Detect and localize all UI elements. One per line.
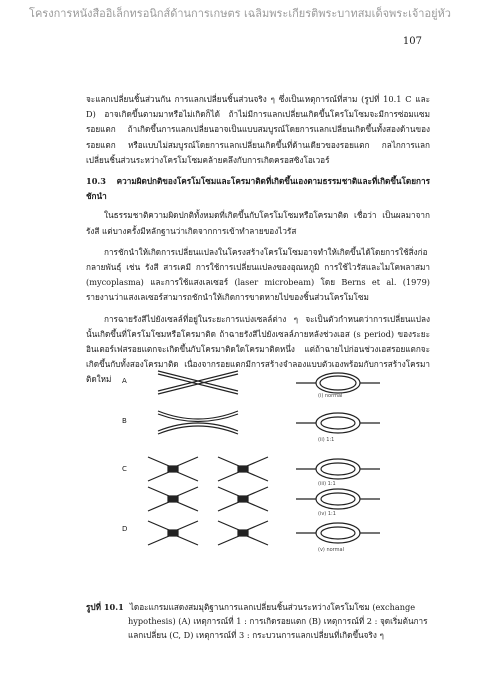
row-label-d: D — [122, 525, 128, 533]
paragraph-2: ในธรรมชาติความผิดปกติทั้งหมดที่เกิดขึ้นกับโครโมโซมหรือโครมาติด เชื่อว่า เป็นผลมาจากรังสี แต่บางครั้งมีหลักฐานว่าเกิดจากการเข้าทำลายของไวรัส — [86, 210, 430, 236]
row-a-cross — [158, 371, 238, 394]
row-label-a: A — [122, 377, 127, 385]
caption-text-1: ไดอะแกรมแสดงสมมุติฐานการแลกเปลี่ยนชิ้นส่วนระหว่างโครโมโซม (exchange — [129, 602, 416, 612]
row-c2-ring — [296, 489, 380, 509]
row-label-c: C — [122, 465, 127, 473]
caption-line-2: hypothesis) (A) เหตุการณ์ที่ 1 : การเกิดรอยแตก (B) เหตุการณ์ที่ 2 : จุดเริ่มต้นการ — [128, 616, 428, 626]
row-c2-mid — [218, 487, 268, 511]
row-c-ring — [296, 459, 380, 479]
row-d-left — [148, 521, 198, 545]
figure-exchange-hypothesis — [118, 365, 418, 565]
page-number: 107 — [402, 36, 422, 47]
row-c-mid — [218, 457, 268, 481]
figure-caption — [86, 600, 436, 642]
section-heading: 10.3 ความผิดปกติของโครโมโซมและโครมาติดที่เกิดขึ้นเองตามธรรมชาติและที่เกิดขึ้นโดยการชักนำ — [86, 176, 430, 202]
caption-line-1 — [86, 600, 436, 614]
row-c-left — [148, 457, 198, 481]
page-header: โครงการหนังสืออิเล็กทรอนิกส์ด้านการเกษตร เฉลิมพระเกียรติพระบาทสมเด็จพระเจ้าอยู่หัว — [29, 7, 451, 20]
row-d-ring — [296, 523, 380, 543]
row-d-mid — [218, 521, 268, 545]
paragraph-3: การชักนำให้เกิดการเปลี่ยนแปลงในโครงสร้างโครโมโซมอาจทำให้เกิดขึ้นได้โดยการใช้สิ่งก่อกลายพันธุ์ เช่น รังสี สารเคมี การใช้การเปลี่ยนแปลงของอุณหภูมิ การใช้ไวรัสและไมโคพลาสมา (mycoplasma) และการใช้แสงเลเซอร์ (laser microbeam) โดย Berns et al. (1979) รายงานว่าแสงเลเซอร์สามารถชักนำให้เกิดการขาดหายไปของชิ้นส่วนโครโมโซม — [86, 246, 430, 303]
row-c2-left — [148, 487, 198, 511]
paragraph-1: จะแลกเปลี่ยนชิ้นส่วนกัน การแลกเปลี่ยนชิ้นส่วนจริง ๆ ซึ่งเป็นเหตุการณ์ที่สาม (รูปที่ 10.1 C และ D) อาจเกิดขึ้นตามมาหรือไม่เกิดก็ได้ ถ้าไม่มีการแลกเปลี่ยนเกิดขึ้นโครโมโซมจะมีการซ่อมแซมรอยแตก ถ้าเกิดขึ้นการแลกเปลี่ยนอาจเป็นแบบสมบูรณ์โดยการแลกเปลี่ยนเกิดขึ้นทั้งสองด้านของรอยแตก หรือแบบไม่สมบูรณ์โดยการแลกเปลี่ยนเกิดขึ้นที่ด้านเดียวของรอยแตก กลไกการแลกเปลี่ยนชิ้นส่วนระหว่างโครโมโซมคล้ายคลึงกับการเกิดครอสซิงโอเวอร์ — [86, 94, 430, 165]
row-label-b: B — [122, 417, 127, 425]
row-b-cross — [158, 411, 238, 434]
fig-label-iv: (iv) 1:1 — [318, 511, 336, 517]
row-a-ring — [296, 373, 380, 393]
fig-label-v: (v) normal — [318, 547, 344, 553]
caption-title: รูปที่ 10.1 — [86, 602, 124, 612]
chromosome-diagram — [118, 365, 418, 565]
caption-line-3: แลกเปลี่ยน (C, D) เหตุการณ์ที่ 3 : กระบวนการแลกเปลี่ยนที่เกิดขึ้นจริง ๆ — [128, 630, 384, 640]
fig-label-i: (i) normal — [318, 393, 343, 399]
body-text — [86, 92, 430, 394]
fig-label-iii: (iii) 1:1 — [318, 481, 336, 487]
paragraph-4: การฉายรังสีไปยังเซลล์ที่อยู่ในระยะการแบ่งเซลล์ต่าง ๆ จะเป็นตัวกำหนดว่าการเปลี่ยนแปลงนั้นเกิดขึ้นที่โครโมโซมหรือโครมาติด ถ้าฉายรังสีไปยังเซลล์ภายหลังช่วงเอส (s period) ของระยะอินเตอร์เฟสรอยแตกจะเกิดขึ้นกับโครมาติดใดโครมาติดหนึ่ง แต่ถ้าฉายไปก่อนช่วงเอสรอยแตกจะเกิดขึ้นกับทั้งสองโครมาติด เนื่องจากรอยแตกมีการสร้างจำลองแบบตัวเองพร้อมกับการสร้างโครมาติดใหม่ — [86, 313, 430, 385]
row-b-ring — [296, 413, 380, 433]
fig-label-ii: (ii) 1:1 — [318, 437, 335, 443]
